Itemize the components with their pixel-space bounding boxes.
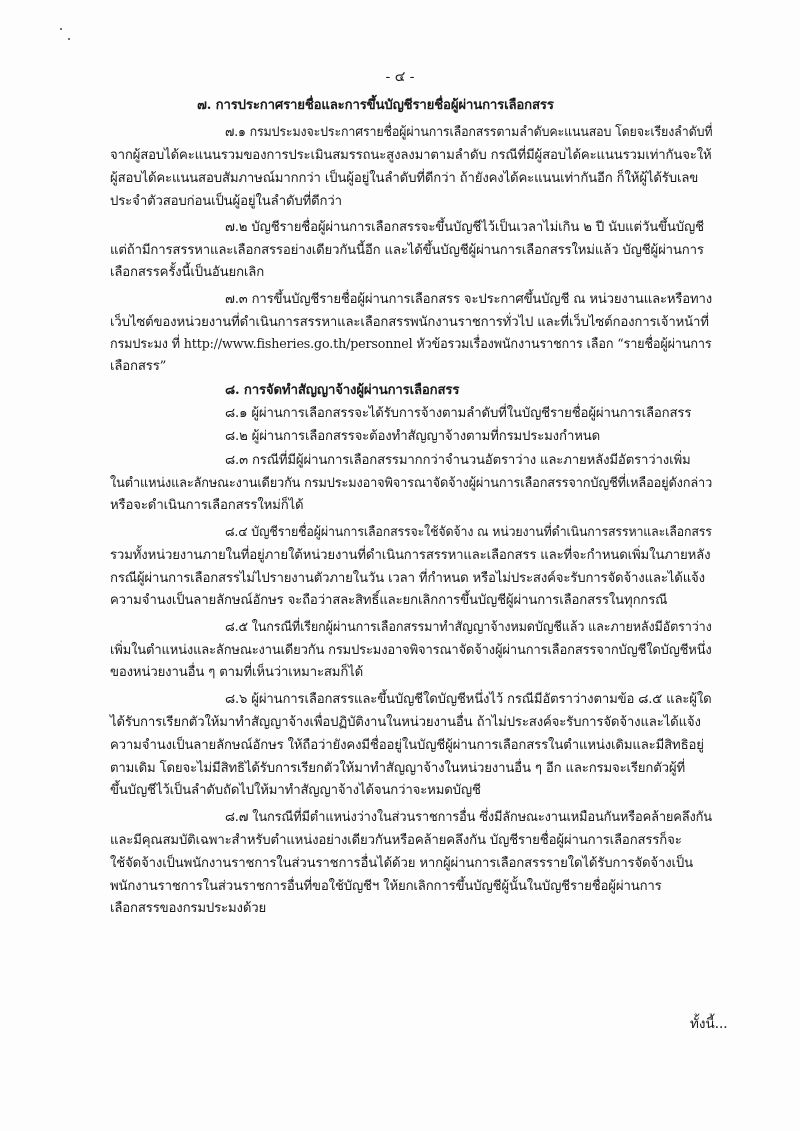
paragraph-line: ๘.๕ ในกรณีที่เรียกผู้ผ่านการเลือกสรรมาทำสัญญาจ้างหมดบัญชีแล้ว และภายหลังมีอัตราว่าง (225, 620, 712, 635)
paragraph-line: เลือกสรรของกรมประมงด้วย (110, 901, 267, 916)
paragraph-line: ๘.๖ ผู้ผ่านการเลือกสรรและขึ้นบัญชีใดบัญชีหนึ่งไว้ กรณีมีอัตราว่างตามข้อ ๘.๕ และผู้ใด (225, 692, 712, 707)
paragraph-line: ความจำนงเป็นลายลักษณ์อักษร จะถือว่าสละสิทธิ์และยกเลิกการขึ้นบัญชีผู้ผ่านการเลือกสรรในทุกกรณี (110, 593, 668, 608)
paragraph-line: ๗.๒ บัญชีรายชื่อผู้ผ่านการเลือกสรรจะขึ้นบัญชีไว้เป็นเวลาไม่เกิน ๒ ปี นับแต่วันขึ้นบัญชี (225, 220, 704, 235)
paragraph-line: ๘.๒ ผู้ผ่านการเลือกสรรจะต้องทำสัญญาจ้างตามที่กรมประมงกำหนด (225, 429, 601, 444)
page-number: - ๔ - (385, 69, 415, 85)
closing-continuation: ทั้งนี้... (690, 1016, 728, 1032)
paragraph-line: และมีคุณสมบัติเฉพาะสำหรับตำแหน่งอย่างเดียวกันหรือคล้ายคลึงกัน บัญชีรายชื่อผู้ผ่านการเลือกสรรก็จะ (110, 833, 682, 848)
paragraph-line: แต่ถ้ามีการสรรหาและเลือกสรรอย่างเดียวกันนี้อีก และได้ขึ้นบัญชีผู้ผ่านการเลือกสรรใหม่แล้ว บัญชีผู้ผ่านการ (110, 243, 704, 258)
paragraph-line: รวมทั้งหน่วยงานภายในที่อยู่ภายใต้หน่วยงานที่ดำเนินการสรรหาและเลือกสรร และที่จะกำหนดเพิ่มในภายหลัง (110, 548, 711, 563)
paragraph-line: ในตำแหน่งและลักษณะงานเดียวกัน กรมประมงอาจพิจารณาจัดจ้างผู้ผ่านการเลือกสรรจากบัญชีที่เหลืออยู่ดังกล่าว (110, 476, 713, 491)
paragraph-line: ๘.๗ ในกรณีที่มีตำแหน่งว่างในส่วนราชการอื่น ซึ่งมีลักษณะงานเหมือนกันหรือคล้ายคลึงกัน (225, 810, 712, 825)
paragraph-line: เพิ่มในตำแหน่งและลักษณะงานเดียวกัน กรมประมงอาจพิจารณาจัดจ้างผู้ผ่านการเลือกสรรจากบัญชีใดบัญชีหนึ่ง (110, 643, 712, 658)
paragraph-line: ของหน่วยงานอื่น ๆ ตามที่เห็นว่าเหมาะสมก็ได้ (110, 665, 364, 680)
paragraph-line: ตามเดิม โดยจะไม่มีสิทธิได้รับการเรียกตัวให้มาทำสัญญาจ้างในหน่วยงานอื่น ๆ อีก และกรมจะเรียกตัวผู้ที่ (110, 761, 686, 776)
paragraph-line: กรณีผู้ผ่านการเลือกสรรไม่ไปรายงานตัวภายในวัน เวลา ที่กำหนด หรือไม่ประสงค์จะรับการจัดจ้างและได้แจ้ง (110, 571, 705, 586)
section-heading-7: ๗. การประกาศรายชื่อและการขึ้นบัญชีรายชื่อผู้ผ่านการเลือกสรร (197, 98, 554, 113)
paragraph-line: เลือกสรรครั้งนี้เป็นอันยกเลิก (110, 265, 265, 280)
scan-speck (60, 28, 62, 30)
paragraph-line: เว็บไซต์ของหน่วยงานที่ดำเนินการสรรหาและเลือกสรรพนักงานราชการทั่วไป และที่เว็บไซต์กองการเจ้าหน้าที่ (110, 315, 709, 330)
paragraph-line: ๘.๓ กรณีที่มีผู้ผ่านการเลือกสรรมากกว่าจำนวนอัตราว่าง และภายหลังมีอัตราว่างเพิ่ม (225, 453, 691, 468)
paragraph-line: ผู้สอบได้คะแนนสอบสัมภาษณ์มากกว่า เป็นผู้อยู่ในลำดับที่ดีกว่า ถ้ายังคงได้คะแนนเท่ากันอีก ก็ให้ผู้ได้รับเลข (110, 171, 699, 186)
paragraph-line: ใช้จัดจ้างเป็นพนักงานราชการในส่วนราชการอื่นได้ด้วย หากผู้ผ่านการเลือกสรรรายใดได้รับการจัดจ้างเป็น (110, 856, 694, 871)
paragraph-line: ประจำตัวสอบก่อนเป็นผู้อยู่ในลำดับที่ดีกว่า (110, 194, 342, 209)
paragraph-line: จากผู้สอบได้คะแนนรวมของการประเมินสมรรถนะสูงลงมาตามลำดับ กรณีที่มีผู้สอบได้คะแนนรวมเท่ากันจะให้ (110, 148, 712, 163)
paragraph-line: เลือกสรร” (110, 359, 167, 374)
paragraph-line: หรือจะดำเนินการเลือกสรรใหม่ก็ได้ (110, 498, 304, 513)
paragraph-line: พนักงานราชการในส่วนราชการอื่นที่ขอใช้บัญชีฯ ให้ยกเลิกการขึ้นบัญชีผู้นั้นในบัญชีรายชื่อผู้ผ่านการ (110, 879, 662, 894)
paragraph-line: ๗.๓ การขึ้นบัญชีรายชื่อผู้ผ่านการเลือกสรร จะประกาศขึ้นบัญชี ณ หน่วยงานและหรือทาง (225, 292, 713, 307)
paragraph-line: ได้รับการเรียกตัวให้มาทำสัญญาจ้างเพื่อปฏิบัติงานในหน่วยงานอื่น ถ้าไม่ประสงค์จะรับการจัดจ้างและได้แจ้ง (110, 715, 701, 730)
paragraph-line: ๗.๑ กรมประมงจะประกาศรายชื่อผู้ผ่านการเลือกสรรตามลำดับคะแนนสอบ โดยจะเรียงลำดับที่ (225, 125, 713, 140)
paragraph-line: ขึ้นบัญชีไว้เป็นลำดับถัดไปให้มาทำสัญญาจ้างได้จนกว่าจะหมดบัญชี (110, 783, 481, 798)
paragraph-line: ๘.๑ ผู้ผ่านการเลือกสรรจะได้รับการจ้างตามลำดับที่ในบัญชีรายชื่อผู้ผ่านการเลือกสรร (225, 406, 692, 421)
paragraph-line: ๘.๔ บัญชีรายชื่อผู้ผ่านการเลือกสรรจะใช้จัดจ้าง ณ หน่วยงานที่ดำเนินการสรรหาและเลือกสรร (225, 525, 712, 540)
section-heading-8: ๘. การจัดทำสัญญาจ้างผู้ผ่านการเลือกสรร (225, 383, 460, 398)
scan-speck (68, 38, 70, 40)
paragraph-line: กรมประมง ที่ http://www.fisheries.go.th/personnel หัวข้อรวมเรื่องพนักงานราชการ เลือก “รายชื่อผู้ผ่านการ (110, 337, 712, 352)
paragraph-line: ความจำนงเป็นลายลักษณ์อักษร ให้ถือว่ายังคงมีชื่ออยู่ในบัญชีผู้ผ่านการเลือกสรรในตำแหน่งเดิมและมีสิทธิอยู่ (110, 738, 704, 753)
